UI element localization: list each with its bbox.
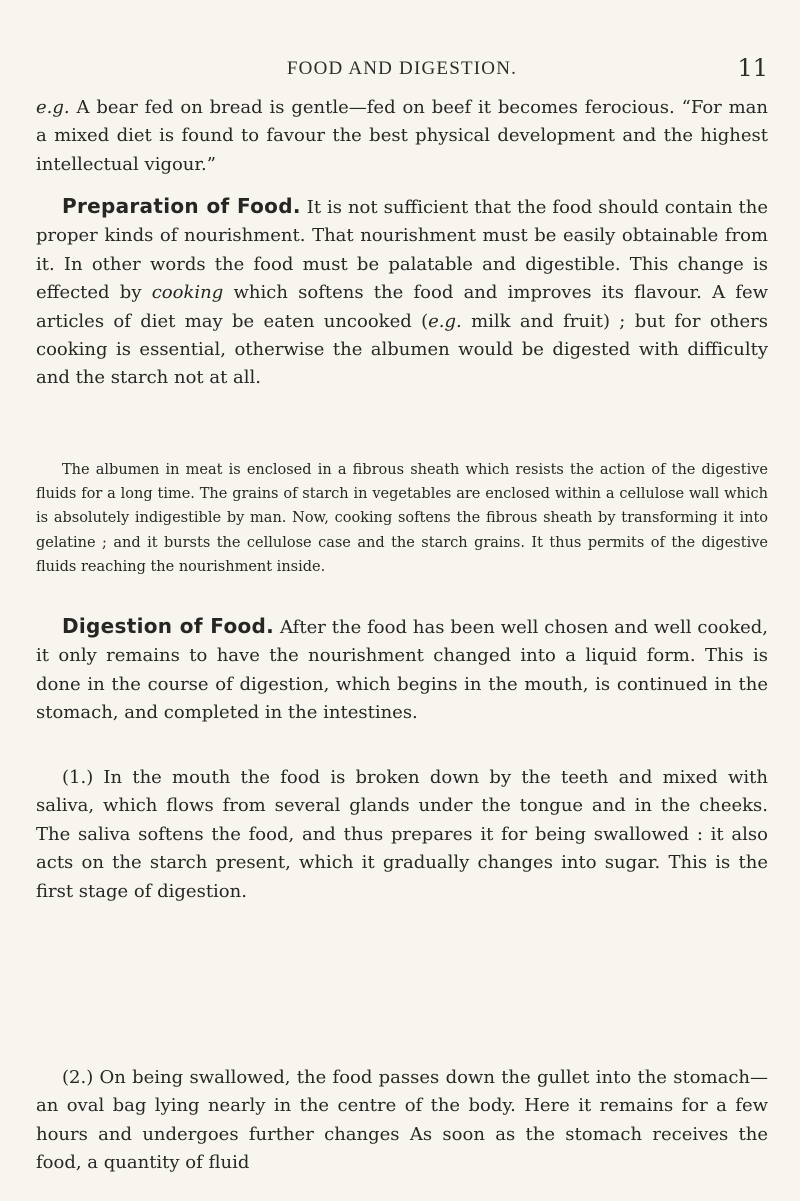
digestion-text: After the food has been well chosen and well cooked, it only remains to have the nourishment changed into a liquid form. This is done in the course of digestion, which begins in the mouth, is continued in the stomach, and completed in the intestines. [36, 617, 768, 724]
digestion-paragraph [36, 612, 768, 728]
abbreviation: e.g. [36, 97, 70, 118]
abbreviation: e.g. [428, 310, 462, 332]
preparation-text-1: It is not sufficient that the food should contain the proper kinds of nourishment. That nourishment must be easily obtainable from it. In other words the food must be palatable and digestible. This change is effected by [36, 197, 768, 304]
stage-number: (1.) [62, 767, 94, 788]
book-page [36, 0, 768, 1201]
running-header [36, 54, 768, 88]
running-title: FOOD AND DIGESTION. [286, 58, 518, 79]
stage-one-text: In the mouth the food is broken down by the teeth and mixed with saliva, which flows from several glands under the tongue and in the cheeks. The saliva softens the food, and thus prepares it for being swallowed : it also acts on the starch present, which it gradually changes into sugar. This is the first stage of digestion. [36, 767, 768, 902]
intro-text: A bear fed on bread is gentle—fed on beef it becomes ferocious. “For man a mixed diet is found to favour the best physical development and the highest intellectual vigour.” [36, 97, 768, 175]
stage-two-paragraph [36, 1064, 768, 1178]
preparation-paragraph [36, 192, 768, 393]
stage-number: (2.) [62, 1067, 94, 1088]
section-heading-preparation: Preparation of Food. [62, 194, 301, 218]
preparation-text-3: milk and fruit) ; but for others cooking is essential, otherwise the albumen would be digested with difficulty and the starch not at all. [36, 310, 768, 389]
small-print-note [36, 458, 768, 579]
note-text: The albumen in meat is enclosed in a fibrous sheath which resists the action of the digestive fluids for a long time. The grains of starch in vegetables are enclosed within a cellulose wall which is absolutely indigestible by man. Now, cooking softens the fibrous sheath by transforming it into gelatine ; and it bursts the cellulose case and the starch grains. It thus permits of the digestive fluids reaching the nourishment inside. [36, 462, 768, 575]
intro-paragraph [36, 94, 768, 179]
stage-one-paragraph [36, 764, 768, 906]
stage-two-text: On being swallowed, the food passes down the gullet into the stomach—an oval bag lying nearly in the centre of the body. Here it remains for a few hours and undergoes further changes As soon as the stomach receives the food, a quantity of fluid [36, 1067, 768, 1174]
page-number: 11 [737, 54, 768, 82]
section-heading-digestion: Digestion of Food. [62, 614, 275, 638]
preparation-text-2: which softens the food and improves its flavour. A few articles of diet may be eaten uncooked ( [36, 282, 769, 332]
emphasis-cooking: cooking [151, 282, 224, 304]
